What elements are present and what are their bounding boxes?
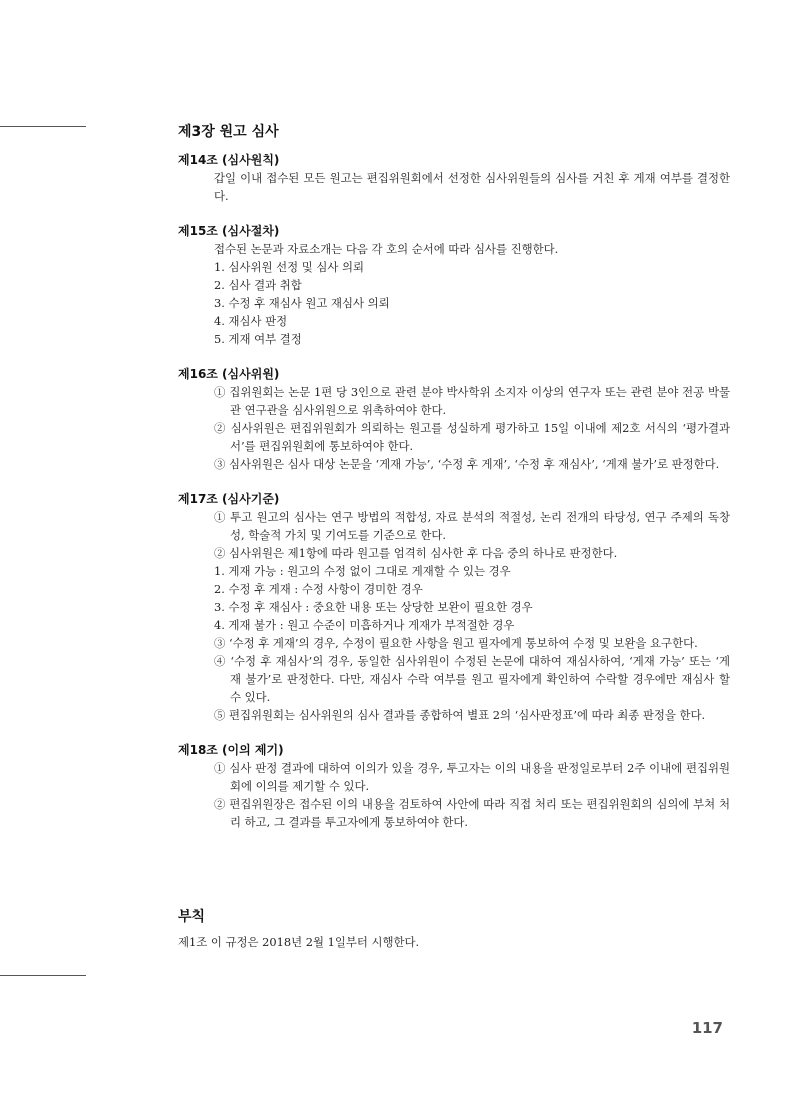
- article-clause: ① 투고 원고의 심사는 연구 방법의 적합성, 자료 분석의 적절성, 논리 전개의 타당성, 연구 주제의 독창성, 학술적 가치 및 기여도를 기준으로 한다.: [214, 510, 730, 542]
- article-heading: 제14조 (심사원칙): [178, 153, 280, 167]
- article-clause: ③ ‘수정 후 게재’의 경우, 수정이 필요한 사항을 원고 필자에게 통보하여 수정 및 보완을 요구한다.: [214, 636, 698, 650]
- article-16: [178, 365, 730, 473]
- article-18: [178, 741, 730, 831]
- article-clause: ③ 심사위원은 심사 대상 논문을 ‘게재 가능’, ‘수정 후 게재’, ‘수정 후 재심사’, ‘게재 불가’로 판정한다.: [214, 457, 720, 471]
- list-item: 3. 수정 후 재심사 원고 재심사 의뢰: [214, 296, 390, 310]
- article-17: [178, 490, 730, 724]
- judgement-list: [178, 562, 730, 634]
- list-item: 1. 심사위원 선정 및 심사 의뢰: [214, 260, 365, 274]
- margin-rule-top: [0, 126, 86, 127]
- article-heading: 제18조 (이의 제기): [178, 743, 284, 757]
- list-item: 4. 게재 불가 : 원고 수준이 미흡하거나 게재가 부적절한 경우: [214, 618, 515, 632]
- article-paragraph: 갑일 이내 접수된 모든 원고는 편집위원회에서 선정한 심사위원들의 심사를 거친 후 게재 여부를 결정한다.: [214, 171, 730, 203]
- procedure-list: [178, 258, 730, 348]
- article-heading: 제15조 (심사절차): [178, 224, 280, 238]
- article-clause: ① 집위원회는 논문 1편 당 3인으로 관련 분야 박사학위 소지자 이상의 연구자 또는 관련 분야 전공 박물관 연구관을 심사위원으로 위촉하여야 한다.: [214, 385, 730, 417]
- article-clause: ④ ‘수정 후 재심사’의 경우, 동일한 심사위원이 수정된 논문에 대하여 재심사하여, ‘게재 가능’ 또는 ‘게재 불가’로 판정한다. 다만, 재심사 수락 여부를 원고 필자에게 확인하여 수락할 경우에만 재심사 할 수 있다.: [214, 654, 730, 704]
- page-number: 117: [691, 1019, 723, 1037]
- chapter-title: 제3장 원고 심사: [178, 124, 279, 140]
- supplementary-text: 제1조 이 규정은 2018년 2월 1일부터 시행한다.: [178, 935, 420, 949]
- main-content: [178, 121, 730, 848]
- margin-rule-bottom: [0, 975, 86, 976]
- article-14: [178, 151, 730, 205]
- article-clause: ② 심사위원은 편집위원회가 의뢰하는 원고를 성실하게 평가하고 15일 이내에 제2호 서식의 ‘평가결과서’를 편집위원회에 통보하여야 한다.: [214, 421, 730, 453]
- article-clause: ② 편집위원장은 접수된 이의 내용을 검토하여 사안에 따라 직접 처리 또는 편집위원회의 심의에 부쳐 처리 하고, 그 결과를 투고자에게 통보하여야 한다.: [214, 797, 730, 829]
- article-clause: ② 심사위원은 제1항에 따라 원고를 엄격히 심사한 후 다음 중의 하나로 판정한다.: [214, 546, 618, 560]
- list-item: 2. 수정 후 게재 : 수정 사항이 경미한 경우: [214, 582, 423, 596]
- article-paragraph: 접수된 논문과 자료소개는 다음 각 호의 순서에 따라 심사를 진행한다.: [214, 242, 559, 256]
- list-item: 2. 심사 결과 취합: [214, 278, 302, 292]
- supplementary-title: 부칙: [178, 909, 206, 925]
- article-heading: 제16조 (심사위원): [178, 367, 280, 381]
- list-item: 3. 수정 후 재심사 : 중요한 내용 또는 상당한 보완이 필요한 경우: [214, 600, 533, 614]
- list-item: 4. 재심사 판정: [214, 314, 288, 328]
- article-heading: 제17조 (심사기준): [178, 492, 280, 506]
- list-item: 5. 게재 여부 결정: [214, 332, 302, 346]
- article-clause: ⑤ 편집위원회는 심사위원의 심사 결과를 종합하여 별표 2의 ‘심사판정표’에 따라 최종 판정을 한다.: [214, 708, 706, 722]
- list-item: 1. 게재 가능 : 원고의 수정 없이 그대로 게재할 수 있는 경우: [214, 564, 511, 578]
- article-clause: ① 심사 판정 결과에 대하여 이의가 있을 경우, 투고자는 이의 내용을 판정일로부터 2주 이내에 편집위원회에 이의를 제기할 수 있다.: [214, 761, 730, 793]
- article-15: [178, 222, 730, 348]
